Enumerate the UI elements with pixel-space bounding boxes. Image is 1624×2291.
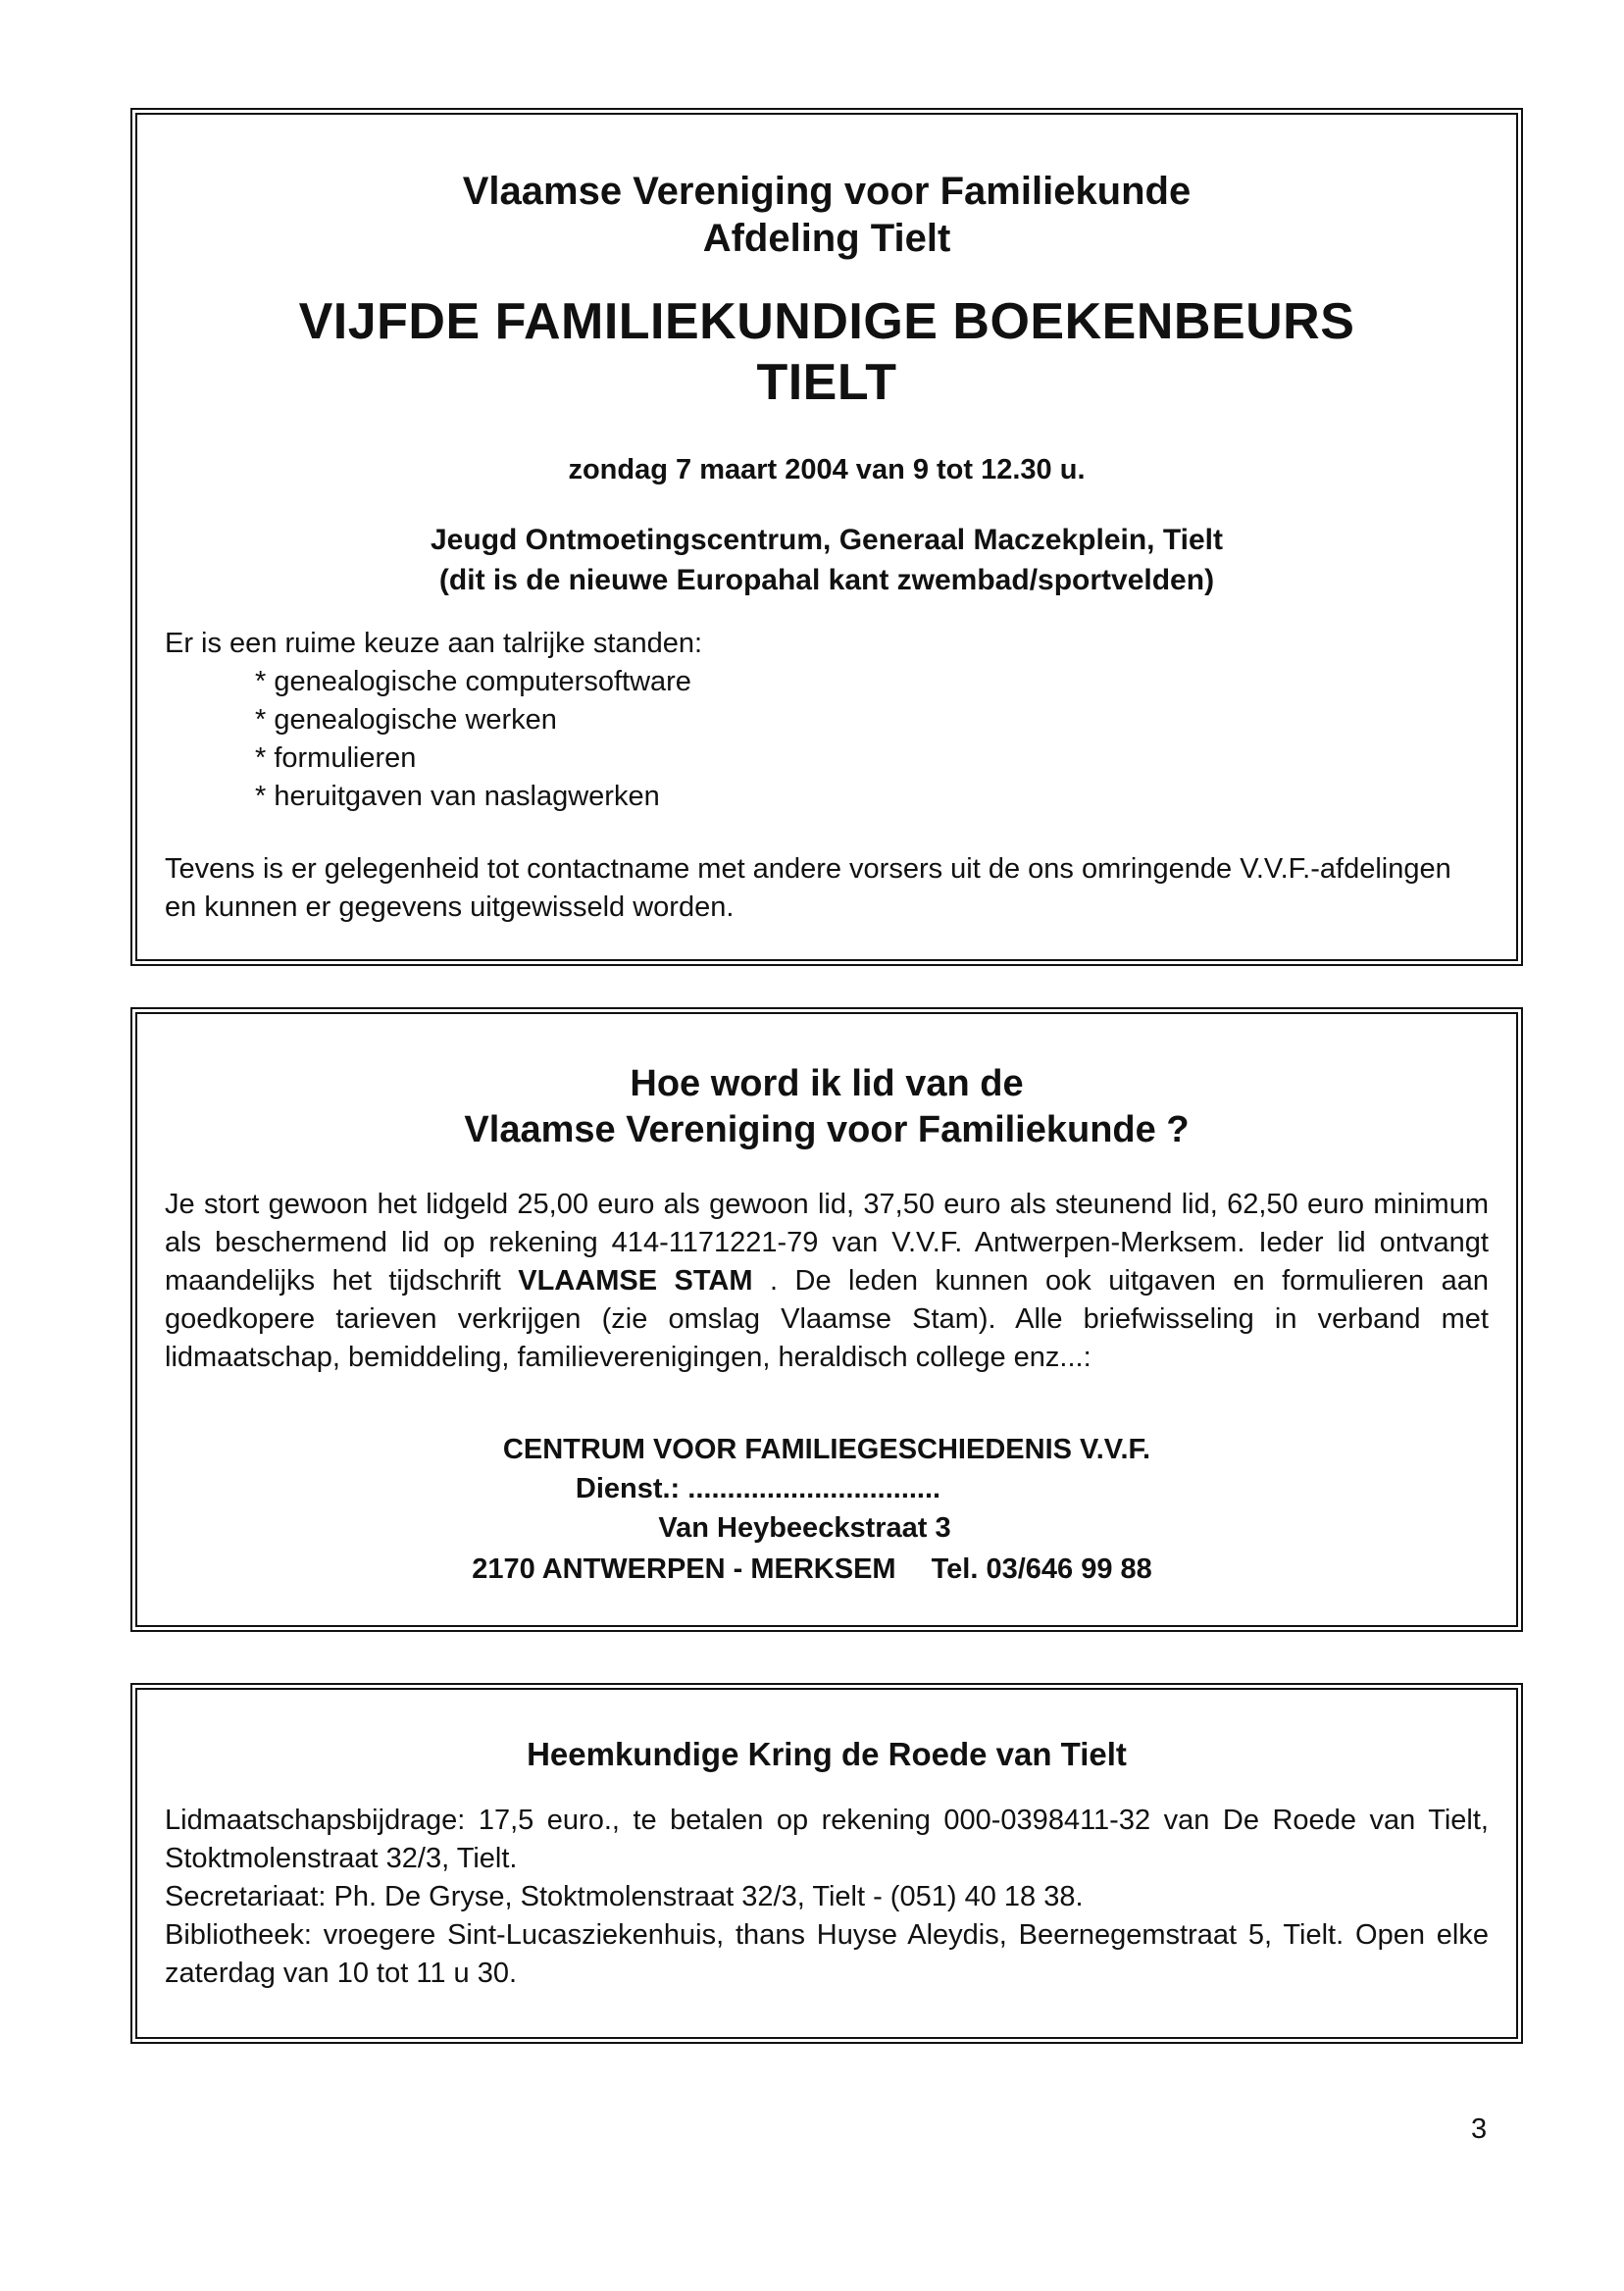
event-title-line2: TIELT bbox=[756, 354, 897, 411]
membership-paragraph bbox=[165, 1186, 1489, 1377]
membership-text-part1: Je stort gewoon het lidgeld 25,00 euro als gewoon lid, 37,50 euro als steunend lid, 62,50 euro minimum als beschermend lid op rekening 414-1171221-79 van V.V.F. Antwerpen-Merksem. Ieder lid ontvangt maandelijks het tijdschrift bbox=[165, 1189, 1489, 1297]
address-line1: CENTRUM VOOR FAMILIEGESCHIEDENIS V.V.F. bbox=[502, 1434, 1151, 1465]
address-city-line bbox=[108, 1550, 1516, 1589]
department-name: Afdeling Tielt bbox=[702, 217, 951, 260]
address-line2: Dienst.: ................................ bbox=[575, 1473, 941, 1504]
membership-text-part2: . De leden kunnen ook uitgaven en formulieren aan goedkopere tarieven verkrijgen (zie omslag Vlaamse Stam). Alle briefwisseling in verband met lidmaatschap, bemiddeling, familieverenigingen, heraldisch college enz...: bbox=[165, 1265, 1489, 1373]
venue-line2: (dit is de nieuwe Europahal kant zwembad/sportvelden) bbox=[438, 564, 1215, 596]
address-line3: Van Heybeeckstraat 3 bbox=[658, 1512, 951, 1544]
membership-info-box bbox=[130, 1007, 1523, 1632]
list-item: * genealogische werken bbox=[255, 704, 557, 736]
organization-name: Vlaamse Vereniging voor Familiekunde bbox=[462, 170, 1192, 213]
list-item: * heruitgaven van naslagwerken bbox=[255, 781, 660, 812]
stands-intro: Er is een ruime keuze aan talrijke standen: bbox=[165, 628, 703, 659]
stands-list bbox=[255, 663, 691, 816]
list-item: * formulieren bbox=[255, 742, 417, 774]
magazine-name: VLAAMSE STAM bbox=[518, 1265, 753, 1297]
club-heading: Heemkundige Kring de Roede van Tielt bbox=[527, 1736, 1127, 1772]
closing-paragraph: Tevens is er gelegenheid tot contactname met andere vorsers uit de ons omringende V.V.F.-afdelingen en kunnen er gegevens uitgewisseld worden. bbox=[165, 853, 1451, 923]
local-history-club-box bbox=[130, 1683, 1523, 2044]
book-fair-announcement-box bbox=[130, 108, 1523, 966]
event-date: zondag 7 maart 2004 van 9 tot 12.30 u. bbox=[568, 454, 1086, 485]
venue-line1: Jeugd Ontmoetingscentrum, Generaal Maczekplein, Tielt bbox=[431, 524, 1223, 556]
list-item: * genealogische computersoftware bbox=[255, 666, 691, 697]
membership-fee-paragraph: Lidmaatschapsbijdrage: 17,5 euro., te betalen op rekening 000-0398411-32 van De Roede van Tielt, Stoktmolenstraat 32/3, Tielt. bbox=[165, 1805, 1489, 1874]
address-city: 2170 ANTWERPEN - MERKSEM bbox=[472, 1553, 896, 1585]
secretariat-paragraph: Secretariaat: Ph. De Gryse, Stoktmolenstraat 32/3, Tielt - (051) 40 18 38. bbox=[165, 1881, 1084, 1912]
membership-heading-line2: Vlaamse Vereniging voor Familiekunde ? bbox=[464, 1109, 1190, 1150]
library-paragraph: Bibliotheek: vroegere Sint-Lucasziekenhuis, thans Huyse Aleydis, Beernegemstraat 5, Tielt. Open elke zaterdag van 10 tot 11 u 30. bbox=[165, 1919, 1489, 1989]
event-title-line1: VIJFDE FAMILIEKUNDIGE BOEKENBEURS bbox=[298, 293, 1355, 350]
membership-heading-line1: Hoe word ik lid van de bbox=[630, 1063, 1024, 1104]
page-number: 3 bbox=[1471, 2113, 1488, 2145]
address-phone: Tel. 03/646 99 88 bbox=[931, 1553, 1152, 1585]
